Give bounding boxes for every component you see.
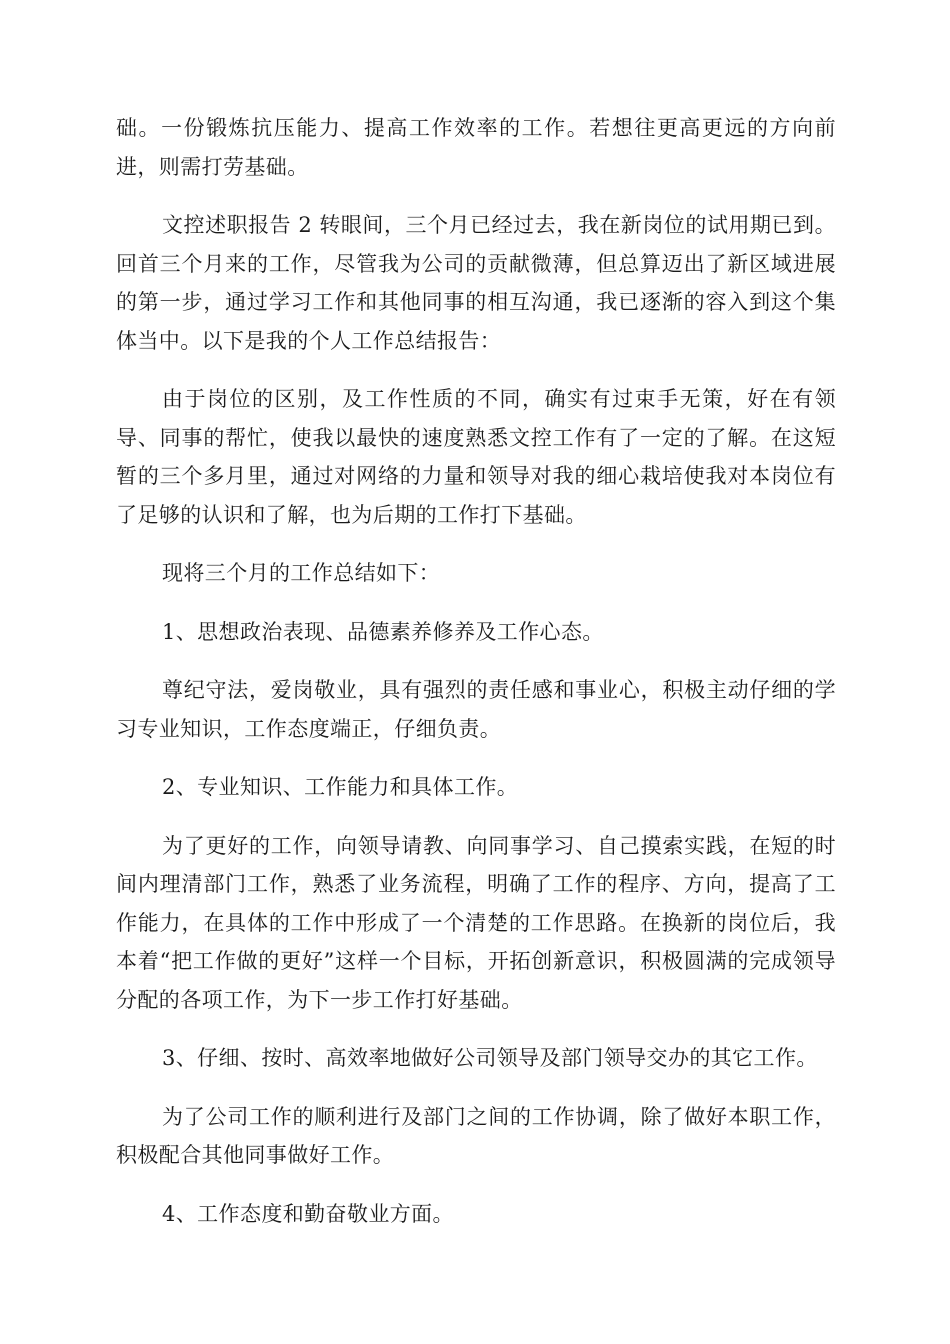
paragraph: 础。一份锻炼抗压能力、提高工作效率的工作。若想往更高更远的方向前进，则需打劳基础。 — [116, 116, 836, 179]
paragraph: 为了更好的工作，向领导请教、向同事学习、自己摸索实践，在短的时间内理清部门工作，熟悉了业务流程，明确了工作的程序、方向，提高了工作能力，在具体的工作中形成了一个清楚的工作思路。在换新的岗位后，我本着“把工作做的更好”这样一个目标，开拓创新意识，积极圆满的完成领导分配的各项工作，为下一步工作打好基础。 — [116, 833, 836, 1012]
section-heading: 1、思想政治表现、品德素养修养及工作心态。 — [162, 619, 604, 644]
paragraph: 尊纪守法，爱岗敬业，具有强烈的责任感和事业心，积极主动仔细的学习专业知识，工作态度端正，仔细负责。 — [116, 678, 836, 741]
paragraph: 文控述职报告 2 转眼间，三个月已经过去，我在新岗位的试用期已到。回首三个月来的工作，尽管我为公司的贡献微薄，但总算迈出了新区域进展的第一步，通过学习工作和其他同事的相互沟通，我已逐渐的容入到这个集体当中。以下是我的个人工作总结报告： — [116, 213, 836, 353]
paragraph: 为了公司工作的顺利进行及部门之间的工作协调，除了做好本职工作，积极配合其他同事做好工作。 — [116, 1104, 836, 1167]
paragraph: 由于岗位的区别，及工作性质的不同，确实有过束手无策，好在有领导、同事的帮忙，使我以最快的速度熟悉文控工作有了一定的了解。在这短暂的三个多月里，通过对网络的力量和领导对我的细心栽培使我对本岗位有了足够的认识和了解，也为后期的工作打下基础。 — [116, 387, 836, 527]
paragraph: 现将三个月的工作总结如下： — [162, 561, 441, 585]
section-heading: 3、仔细、按时、高效率地做好公司领导及部门领导交办的其它工作。 — [162, 1046, 818, 1070]
section-heading: 4、工作态度和勤奋敬业方面。 — [162, 1201, 454, 1226]
section-heading: 2、专业知识、工作能力和具体工作。 — [162, 775, 519, 799]
document-body — [116, 109, 836, 1253]
